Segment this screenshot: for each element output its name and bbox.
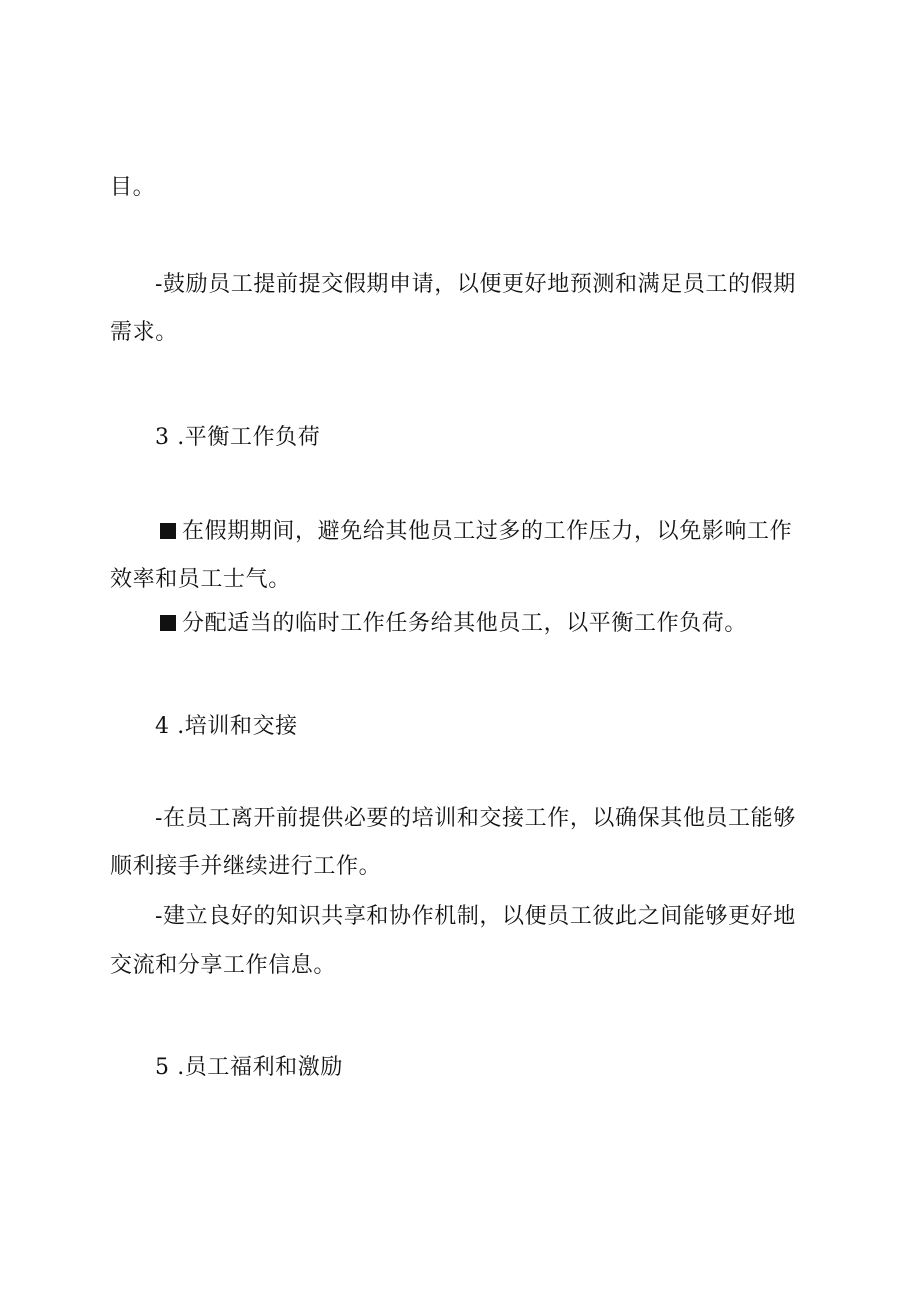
bullet-item-training-line-1: -在员工离开前提供必要的培训和交接工作，以确保其他员工能够 bbox=[155, 806, 796, 831]
bullet-item-leave-request-line-1: -鼓励员工提前提交假期申请，以便更好地预测和满足员工的假期 bbox=[155, 272, 796, 297]
bullet-item-avoid-pressure-line-1 bbox=[160, 517, 792, 547]
bullet-item-knowledge-sharing-line-1: -建立良好的知识共享和协作机制，以便员工彼此之间能够更好地 bbox=[155, 904, 796, 929]
section-heading-3: 3 .平衡工作负荷 bbox=[155, 425, 321, 450]
square-bullet-icon bbox=[160, 615, 176, 631]
section-heading-4: 4 .培训和交接 bbox=[155, 714, 298, 739]
bullet-item-training-line-2: 顺利接手并继续进行工作。 bbox=[110, 854, 382, 879]
section-heading-5: 5 .员工福利和激励 bbox=[155, 1055, 343, 1080]
bullet-item-leave-request-line-2: 需求。 bbox=[110, 320, 178, 345]
bullet-item-assign-tasks bbox=[160, 609, 747, 639]
bullet-text: 在假期期间，避免给其他员工过多的工作压力，以免影响工作 bbox=[182, 519, 793, 544]
bullet-item-knowledge-sharing-line-2: 交流和分享工作信息。 bbox=[110, 953, 337, 978]
bullet-item-avoid-pressure-line-2: 效率和员工士气。 bbox=[110, 567, 291, 592]
square-bullet-icon bbox=[160, 523, 176, 539]
bullet-text: 分配适当的临时工作任务给其他员工，以平衡工作负荷。 bbox=[182, 611, 748, 636]
paragraph-continuation: 目。 bbox=[110, 175, 156, 200]
